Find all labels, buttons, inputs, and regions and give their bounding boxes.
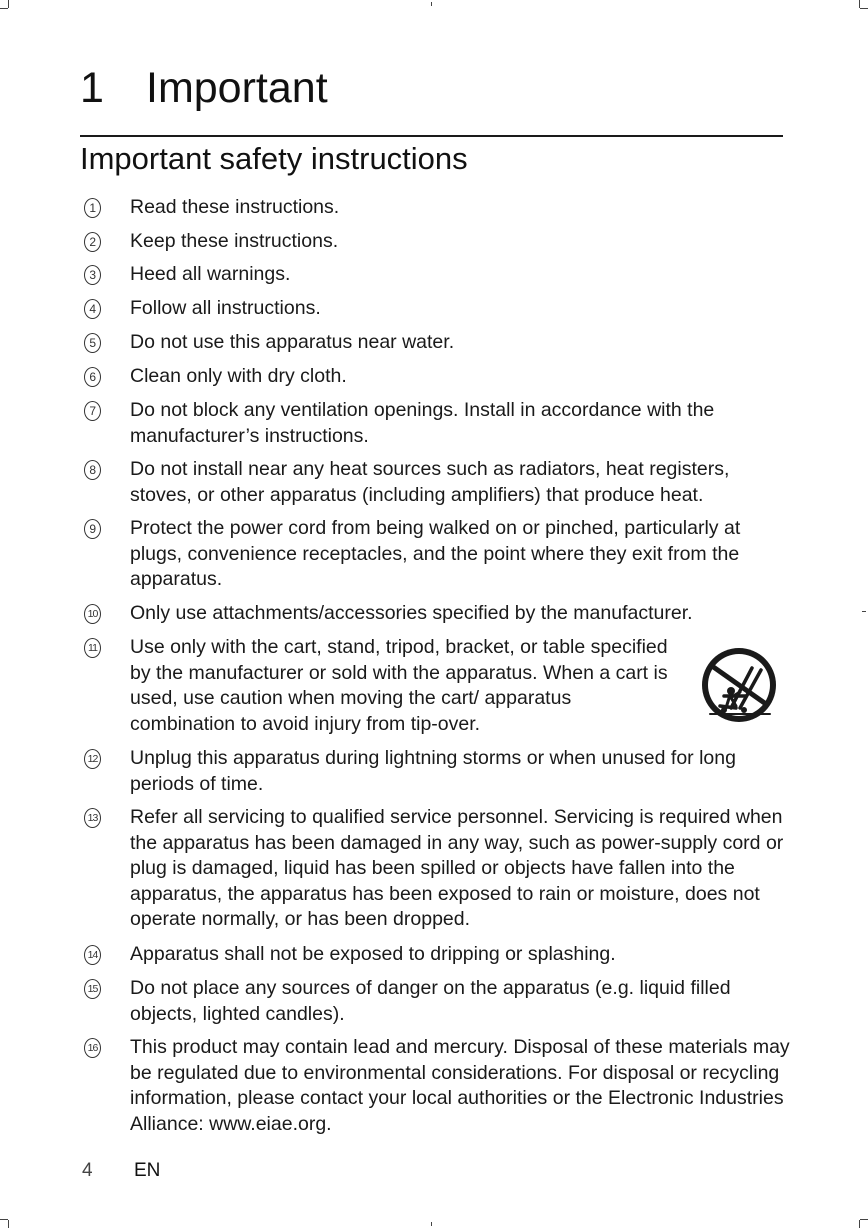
- section-title: Important safety instructions: [80, 141, 468, 176]
- item-text: Clean only with dry cloth.: [130, 365, 347, 387]
- crop-mark: [860, 1219, 868, 1220]
- crop-mark: [8, 1220, 9, 1228]
- crop-mark: [862, 611, 866, 612]
- item-text: Follow all instructions.: [130, 297, 321, 319]
- item-number-badge: 16: [84, 1038, 101, 1058]
- chapter-title: Important: [146, 64, 328, 112]
- item-number-badge: 13: [84, 808, 101, 828]
- item-number-badge: 3: [84, 265, 101, 285]
- chapter-heading: [80, 62, 328, 114]
- item-number-badge: 1: [84, 198, 101, 218]
- item-text: Heed all warnings.: [130, 263, 291, 285]
- item-text: Apparatus shall not be exposed to dripping or splashing.: [130, 943, 616, 965]
- page-number: 4: [82, 1160, 93, 1181]
- item-text: Keep these instructions.: [130, 230, 339, 252]
- item-text: Do not block any ventilation openings. Install in accordance with the manufacturer’s instructions.: [130, 399, 715, 447]
- item-number-badge: 7: [84, 401, 101, 421]
- item-text: Use only with the cart, stand, tripod, bracket, or table specified by the manufacturer or sold with the apparatus. When a cart is used, use caution when moving the cart/ apparatus combination to avoid injury from tip-over.: [130, 636, 668, 735]
- item-number-badge: 9: [84, 519, 101, 539]
- item-number-badge: 8: [84, 460, 101, 480]
- crop-mark: [8, 0, 9, 8]
- crop-mark: [0, 1219, 8, 1220]
- item-text: Refer all servicing to qualified service personnel. Servicing is required when the apparatus has been damaged in any way, such as power-supply cord or plug is damaged, liquid has been spilled or objects have fallen into the apparatus, the apparatus has been exposed to rain or moisture, does not operate normally, or has been dropped.: [130, 806, 784, 930]
- item-text: Do not place any sources of danger on the apparatus (e.g. liquid filled objects, lighted candles).: [130, 977, 731, 1025]
- item-text: Do not use this apparatus near water.: [130, 331, 455, 353]
- crop-mark: [860, 8, 868, 9]
- item-number-badge: 2: [84, 232, 101, 252]
- crop-mark: [859, 0, 860, 8]
- cart-tip-over-warning-icon: [700, 646, 778, 724]
- item-number-badge: 11: [84, 638, 101, 658]
- item-number-badge: 6: [84, 367, 101, 387]
- item-text: Protect the power cord from being walked on or pinched, particularly at plugs, convenience receptacles, and the point where they exit from the apparatus.: [130, 517, 741, 590]
- crop-mark: [0, 8, 8, 9]
- item-text: Read these instructions.: [130, 196, 340, 218]
- language-code: EN: [134, 1160, 161, 1181]
- item-text: This product may contain lead and mercury. Disposal of these materials may be regulated due to environmental considerations. For disposal or recycling information, please contact your local authorities or the Electronic Industries Alliance: www.eiae.org.: [130, 1036, 790, 1135]
- crop-mark: [431, 2, 432, 6]
- crop-mark: [431, 1222, 432, 1226]
- item-text: Only use attachments/accessories specified by the manufacturer.: [130, 602, 693, 624]
- item-number-badge: 12: [84, 749, 101, 769]
- item-number-badge: 15: [84, 979, 101, 999]
- item-text: Do not install near any heat sources such as radiators, heat registers, stoves, or other apparatus (including amplifiers) that produce heat.: [130, 458, 730, 506]
- item-number-badge: 4: [84, 299, 101, 319]
- item-text: Unplug this apparatus during lightning storms or when unused for long periods of time.: [130, 747, 736, 795]
- heading-rule: [80, 135, 783, 137]
- item-number-badge: 10: [84, 604, 101, 624]
- item-number-badge: 14: [84, 945, 101, 965]
- crop-mark: [859, 1220, 860, 1228]
- item-number-badge: 5: [84, 333, 101, 353]
- chapter-number: 1: [80, 64, 104, 112]
